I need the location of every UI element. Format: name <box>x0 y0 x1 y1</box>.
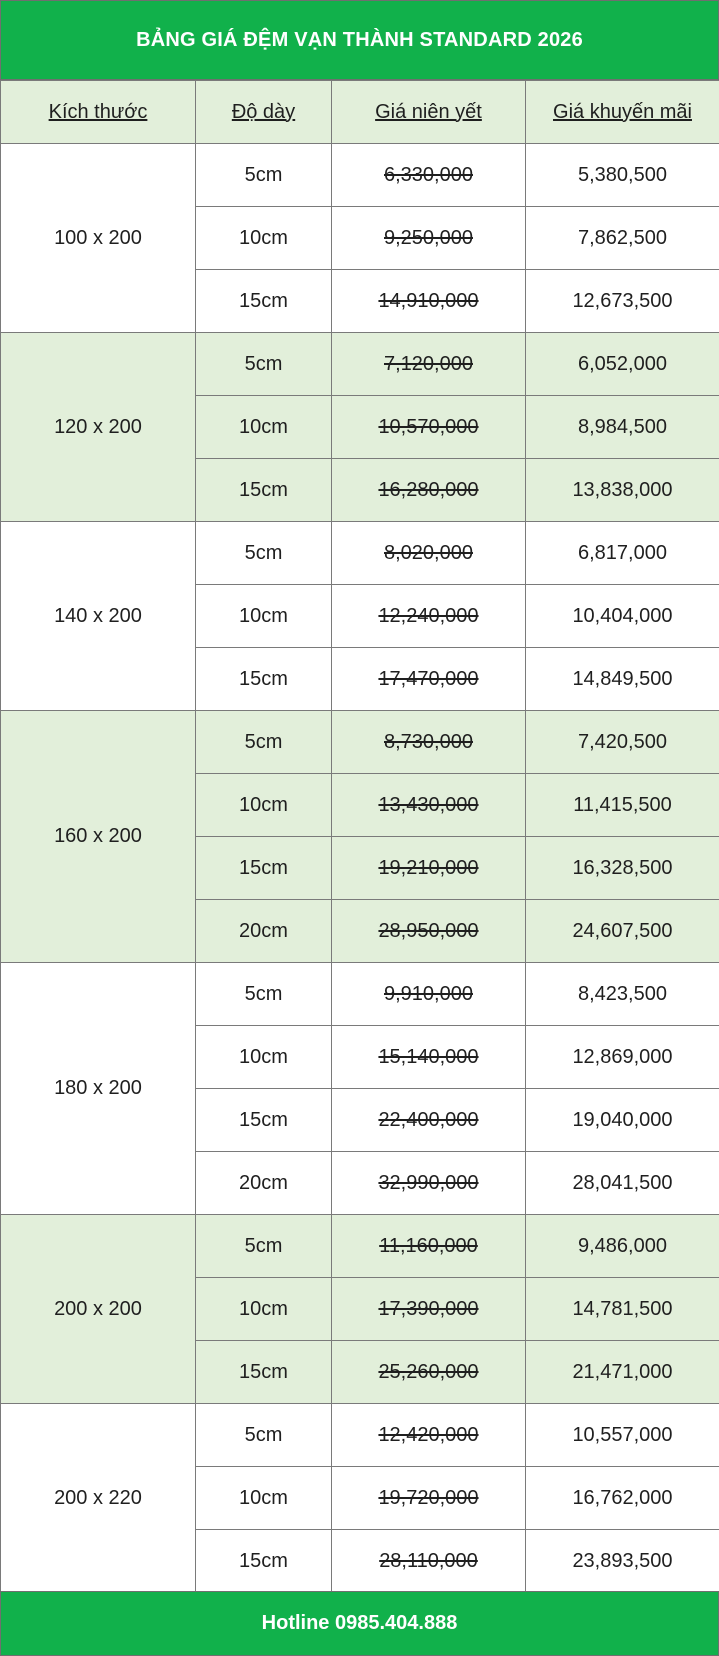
listed-price: 8,730,000 <box>384 730 473 753</box>
promo-price-cell: 8,984,500 <box>526 396 719 459</box>
listed-price-cell <box>332 144 526 207</box>
thickness-cell: 15cm <box>196 1089 332 1152</box>
listed-price: 19,210,000 <box>378 856 479 879</box>
listed-price-cell <box>332 837 526 900</box>
listed-price: 13,430,000 <box>378 793 479 816</box>
table-row <box>1 1404 719 1467</box>
size-cell: 200 x 220 <box>1 1404 196 1593</box>
listed-price-cell <box>332 963 526 1026</box>
listed-price-cell <box>332 774 526 837</box>
thickness-cell: 15cm <box>196 1530 332 1593</box>
promo-price-cell: 14,781,500 <box>526 1278 719 1341</box>
listed-price: 7,120,000 <box>384 352 473 375</box>
thickness-cell: 10cm <box>196 396 332 459</box>
thickness-cell: 5cm <box>196 963 332 1026</box>
promo-price-cell: 7,420,500 <box>526 711 719 774</box>
promo-price-cell: 21,471,000 <box>526 1341 719 1404</box>
price-body <box>1 144 719 1593</box>
price-table <box>0 80 719 1593</box>
header-listed-price: Giá niên yết <box>332 81 526 144</box>
listed-price: 9,910,000 <box>384 982 473 1005</box>
promo-price-cell: 5,380,500 <box>526 144 719 207</box>
promo-price-cell: 16,762,000 <box>526 1467 719 1530</box>
listed-price-cell <box>332 207 526 270</box>
listed-price-cell <box>332 648 526 711</box>
listed-price-cell <box>332 1530 526 1593</box>
listed-price-cell <box>332 1278 526 1341</box>
promo-price-cell: 13,838,000 <box>526 459 719 522</box>
listed-price: 10,570,000 <box>378 415 479 438</box>
thickness-cell: 15cm <box>196 837 332 900</box>
listed-price: 16,280,000 <box>378 478 479 501</box>
table-row <box>1 963 719 1026</box>
promo-price-cell: 12,869,000 <box>526 1026 719 1089</box>
thickness-cell: 5cm <box>196 522 332 585</box>
promo-price-cell: 11,415,500 <box>526 774 719 837</box>
promo-price-cell: 6,817,000 <box>526 522 719 585</box>
thickness-cell: 5cm <box>196 144 332 207</box>
header-size: Kích thước <box>1 81 196 144</box>
listed-price: 8,020,000 <box>384 541 473 564</box>
listed-price: 9,250,000 <box>384 226 473 249</box>
thickness-cell: 5cm <box>196 1404 332 1467</box>
listed-price-cell <box>332 1215 526 1278</box>
listed-price: 17,390,000 <box>378 1297 479 1320</box>
table-row <box>1 144 719 207</box>
listed-price-cell <box>332 1026 526 1089</box>
listed-price: 15,140,000 <box>378 1045 479 1068</box>
listed-price: 17,470,000 <box>378 667 479 690</box>
listed-price: 6,330,000 <box>384 163 473 186</box>
size-cell: 180 x 200 <box>1 963 196 1215</box>
listed-price: 12,240,000 <box>378 604 479 627</box>
promo-price-cell: 28,041,500 <box>526 1152 719 1215</box>
table-title: BẢNG GIÁ ĐỆM VẠN THÀNH STANDARD 2026 <box>0 0 719 80</box>
listed-price: 22,400,000 <box>378 1108 479 1131</box>
thickness-cell: 15cm <box>196 459 332 522</box>
promo-price-cell: 24,607,500 <box>526 900 719 963</box>
listed-price-cell <box>332 396 526 459</box>
size-cell: 200 x 200 <box>1 1215 196 1404</box>
table-row <box>1 711 719 774</box>
table-row <box>1 333 719 396</box>
promo-price-cell: 19,040,000 <box>526 1089 719 1152</box>
listed-price-cell <box>332 270 526 333</box>
table-row <box>1 522 719 585</box>
listed-price-cell <box>332 1089 526 1152</box>
header-thickness: Độ dày <box>196 81 332 144</box>
size-cell: 120 x 200 <box>1 333 196 522</box>
listed-price: 25,260,000 <box>378 1360 479 1383</box>
thickness-cell: 5cm <box>196 333 332 396</box>
listed-price: 28,110,000 <box>379 1549 478 1572</box>
thickness-cell: 20cm <box>196 1152 332 1215</box>
thickness-cell: 10cm <box>196 1278 332 1341</box>
thickness-cell: 15cm <box>196 648 332 711</box>
promo-price-cell: 7,862,500 <box>526 207 719 270</box>
thickness-cell: 15cm <box>196 270 332 333</box>
listed-price-cell <box>332 585 526 648</box>
promo-price-cell: 23,893,500 <box>526 1530 719 1593</box>
header-promo-price: Giá khuyến mãi <box>526 81 719 144</box>
table-row <box>1 1215 719 1278</box>
listed-price-cell <box>332 900 526 963</box>
thickness-cell: 5cm <box>196 711 332 774</box>
listed-price: 19,720,000 <box>378 1486 479 1509</box>
thickness-cell: 5cm <box>196 1215 332 1278</box>
promo-price-cell: 8,423,500 <box>526 963 719 1026</box>
size-cell: 100 x 200 <box>1 144 196 333</box>
promo-price-cell: 14,849,500 <box>526 648 719 711</box>
thickness-cell: 10cm <box>196 774 332 837</box>
header-row <box>1 81 719 144</box>
listed-price-cell <box>332 1404 526 1467</box>
hotline-footer: Hotline 0985.404.888 <box>0 1591 719 1656</box>
listed-price-cell <box>332 522 526 585</box>
promo-price-cell: 16,328,500 <box>526 837 719 900</box>
listed-price-cell <box>332 459 526 522</box>
promo-price-cell: 12,673,500 <box>526 270 719 333</box>
listed-price: 12,420,000 <box>378 1423 479 1446</box>
listed-price: 11,160,000 <box>379 1234 478 1257</box>
thickness-cell: 10cm <box>196 585 332 648</box>
listed-price-cell <box>332 1341 526 1404</box>
listed-price-cell <box>332 1467 526 1530</box>
listed-price-cell <box>332 711 526 774</box>
promo-price-cell: 10,404,000 <box>526 585 719 648</box>
thickness-cell: 10cm <box>196 1026 332 1089</box>
listed-price-cell <box>332 333 526 396</box>
size-cell: 140 x 200 <box>1 522 196 711</box>
listed-price-cell <box>332 1152 526 1215</box>
promo-price-cell: 9,486,000 <box>526 1215 719 1278</box>
listed-price: 28,950,000 <box>378 919 479 942</box>
thickness-cell: 20cm <box>196 900 332 963</box>
listed-price: 14,910,000 <box>378 289 479 312</box>
thickness-cell: 15cm <box>196 1341 332 1404</box>
listed-price: 32,990,000 <box>378 1171 479 1194</box>
thickness-cell: 10cm <box>196 207 332 270</box>
thickness-cell: 10cm <box>196 1467 332 1530</box>
promo-price-cell: 6,052,000 <box>526 333 719 396</box>
size-cell: 160 x 200 <box>1 711 196 963</box>
promo-price-cell: 10,557,000 <box>526 1404 719 1467</box>
